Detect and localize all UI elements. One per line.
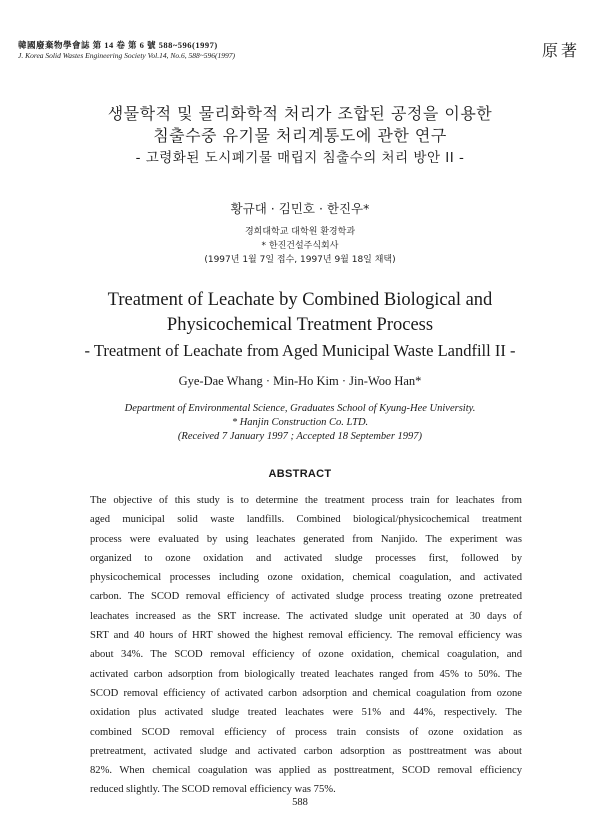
abstract-body	[90, 491, 522, 800]
abstract-line: physicochemical processes including ozone oxidation, chemical coagulation, and activated	[90, 572, 522, 584]
abstract-line: oxidation plus activated sludge treated leachates were 51% and 44%, respectively. The	[90, 707, 522, 719]
abstract-line: combined SCOD removal efficiency of process train consists of ozone oxidation as	[90, 726, 522, 738]
abstract-line: pretreatment, activated sludge and activated carbon adsorption as posttreatment was about	[90, 745, 522, 757]
abstract-line: 82%. When chemical coagulation was applied as posttreatment, SCOD removal efficiency	[90, 765, 522, 777]
abstract-heading: ABSTRACT	[268, 468, 332, 480]
english-title-line-2: Physicochemical Treatment Process	[166, 315, 434, 335]
english-title	[0, 288, 600, 363]
abstract-line: The objective of this study is to determine the treatment process train for leachates from	[90, 495, 522, 506]
abstract-line: activated carbon adsorption from biologically treated leachates ranged from 45% to 50%. The	[90, 668, 522, 680]
english-affiliation-line-1: Department of Environmental Science, Graduates School of Kyung-Hee University.	[124, 403, 476, 414]
korean-authors: 황규대 · 김민호 · 한진우*	[230, 201, 370, 216]
journal-header	[18, 40, 235, 61]
abstract-line: organized to ozone oxidation and activated sludge processes first, followed by	[90, 552, 522, 564]
english-title-line-1: Treatment of Leachate by Combined Biological and	[107, 290, 493, 310]
abstract-line: process were evaluated by using leachates generated from Nanjido. The experiment was	[90, 533, 522, 545]
korean-affiliation-line-1: 경희대학교 대학원 환경학과	[244, 227, 356, 237]
page-number: 588	[292, 797, 308, 808]
korean-received-date: (1997년 1월 7일 접수, 1997년 9월 18일 채택)	[204, 255, 396, 265]
korean-affiliation-line-2: * 한진건설주식회사	[261, 241, 339, 251]
abstract-line: about 34%. The SCOD removal efficiency of ozone oxidation, chemical coagulation, and	[90, 649, 522, 661]
journal-citation-korean: 韓國廢棄物學會誌 第 14 卷 第 6 號 588~596(1997)	[18, 40, 218, 50]
article-category: 原著	[541, 41, 580, 60]
abstract-line: leachates increased as the SRT increase. The activated sludge unit operated at 30 days of	[90, 610, 522, 622]
abstract-line: SCOD removal efficiency of activated carbon adsorption and chemical coagulation from ozone	[90, 687, 522, 699]
korean-title-line-2: 침출수중 유기물 처리계통도에 관한 연구	[153, 126, 447, 145]
korean-affiliation	[0, 225, 600, 267]
abstract-line: aged municipal solid waste landfills. Combined biological/physicochemical treatment	[90, 514, 522, 526]
english-received-date: (Received 7 January 1997 ; Accepted 18 September 1997)	[177, 431, 423, 442]
korean-subtitle: - 고령화된 도시폐기물 매립지 침출수의 처리 방안 II -	[135, 150, 465, 166]
english-authors: Gye-Dae Whang · Min-Ho Kim · Jin-Woo Han*	[178, 374, 422, 388]
abstract-line: reduced slightly. The SCOD removal efficiency was 75%.	[90, 784, 336, 796]
english-affiliation-line-2: * Hanjin Construction Co. LTD.	[231, 417, 369, 428]
english-affiliation	[0, 402, 600, 444]
abstract-line: SRT and 40 hours of HRT showed the highest removal efficiency. The removal efficiency was	[90, 630, 522, 642]
korean-title	[0, 103, 600, 169]
journal-citation-english: J. Korea Solid Wastes Engineering Society Vol.14, No.6, 588~596(1997)	[18, 51, 236, 60]
korean-title-line-1: 생물학적 및 물리화학적 처리가 조합된 공정을 이용한	[107, 104, 493, 123]
english-subtitle: - Treatment of Leachate from Aged Municipal Waste Landfill II -	[84, 341, 516, 360]
abstract-line: carbon. The SCOD removal efficiency of activated sludge process treating ozone pretreated	[90, 591, 522, 603]
